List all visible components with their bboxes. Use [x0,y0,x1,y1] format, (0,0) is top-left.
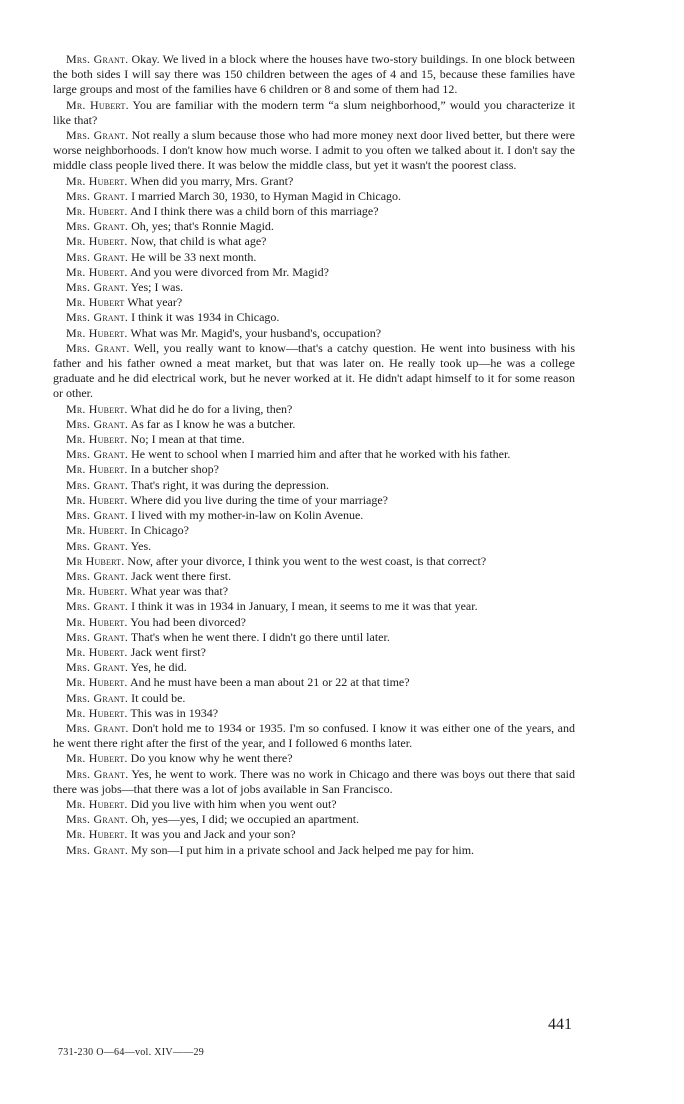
transcript-paragraph [53,539,575,554]
transcript-paragraph [53,462,575,477]
speech-text: Well, you really want to know—that's a catchy question. He went into business with his father and his father owned a meat market, but that was later on. He really took up—he was a college graduate and he did electrical work, but he never worked at it. He didn't adapt himself to it for some reason or other. [53,340,575,401]
speech-text: Did you live with him when you went out? [130,796,337,811]
speaker-name: Mr. Hubert. [66,675,128,690]
transcript-paragraph [53,630,575,645]
speech-text: Not really a slum because those who had more money next door lived better, but there were worse neighborhoods. I don't know how much worse. I admit to you often we talked about it. I don't say the middle class people lived there. It was below the middle class, but yet it wasn't the poorest class. [53,128,575,173]
speaker-name: Mrs. Grant. [66,188,129,203]
speaker-name: Mrs. Grant. [66,766,129,781]
speech-text: Oh, yes—yes, I did; we occupied an apartment. [131,812,360,827]
transcript-paragraph [53,508,575,523]
speaker-name: Mrs. Grant. [66,842,129,857]
speaker-name: Mrs. Grant. [66,447,129,462]
speaker-name: Mr. Hubert [66,295,125,310]
speaker-name: Mrs. Grant. [66,249,129,264]
speech-text: Do you know why he went there? [130,751,293,766]
transcript-paragraph [53,843,575,858]
speech-text: It could be. [131,690,186,705]
speech-text: That's right, it was during the depression. [130,477,330,492]
speech-text: As far as I know he was a butcher. [130,416,296,431]
transcript-paragraph [53,447,575,462]
speaker-name: Mr. Hubert. [66,705,128,720]
speech-text: He went to school when I married him and after that he worked with his father. [131,447,511,462]
speech-text: Now, that child is what age? [130,234,267,249]
transcript-paragraph [53,523,575,538]
speaker-name: Mrs. Grant. [66,416,129,431]
transcript-paragraph [53,706,575,721]
transcript-paragraph [53,599,575,614]
transcript-paragraph [53,615,575,630]
speaker-name: Mrs. Grant. [66,690,129,705]
speaker-name: Mr. Hubert. [66,234,128,249]
speaker-name: Mrs. Grant. [66,720,129,735]
transcript-paragraph [53,310,575,325]
transcript-paragraph [53,250,575,265]
transcript-paragraph [53,691,575,706]
speech-text: Yes, he did. [130,660,187,675]
speech-text: Yes, he went to work. There was no work in Chicago and there was boys out there that said there was jobs—that there was a lot of jobs available in San Francisco. [53,766,575,796]
speaker-name: Mr. Hubert. [66,264,128,279]
transcript-paragraph [53,493,575,508]
transcript-paragraph [53,265,575,280]
transcript-paragraph [53,174,575,189]
transcript-paragraph [53,584,575,599]
speaker-name: Mr. Hubert. [66,523,128,538]
transcript-paragraph [53,675,575,690]
speech-text: You had been divorced? [130,614,246,629]
transcript-paragraph [53,554,575,569]
speaker-name: Mrs. Grant. [66,219,129,234]
speaker-name: Mr. Hubert. [66,614,128,629]
speaker-name: Mrs. Grant. [66,629,129,644]
transcript-paragraph [53,98,575,128]
speaker-name: Mr Hubert. [66,553,125,568]
page-number: 441 [548,1016,572,1033]
speaker-name: Mrs. Grant. [66,128,129,143]
transcript-body [53,52,575,858]
speaker-name: Mrs. Grant. [66,599,129,614]
speech-text: I lived with my mother-in-law on Kolin Avenue. [131,508,364,523]
speech-text: He will be 33 next month. [131,249,257,264]
speech-text: You are familiar with the modern term “a slum neighborhood,” would you characterize it like that? [53,97,575,127]
speech-text: What year was that? [130,584,229,599]
speaker-name: Mrs. Grant. [66,660,129,675]
speech-text: Jack went there first. [131,568,232,583]
transcript-paragraph [53,797,575,812]
transcript-paragraph [53,660,575,675]
transcript-paragraph [53,219,575,234]
transcript-paragraph [53,402,575,417]
speaker-name: Mr. Hubert. [66,796,128,811]
speech-text: What was Mr. Magid's, your husband's, occupation? [130,325,382,340]
speech-text: Now, after your divorce, I think you went to the west coast, is that correct? [127,553,487,568]
speaker-name: Mr. Hubert. [66,401,128,416]
speaker-name: Mr. Hubert. [66,325,128,340]
transcript-paragraph [53,767,575,797]
speaker-name: Mr. Hubert. [66,204,128,219]
speech-text: Yes; I was. [130,280,184,295]
speech-text: And I think there was a child born of this marriage? [129,204,379,219]
speech-text: It was you and Jack and your son? [130,827,296,842]
speaker-name: Mrs. Grant. [66,538,129,553]
transcript-paragraph [53,751,575,766]
speaker-name: Mrs. Grant. [66,280,129,295]
transcript-paragraph [53,812,575,827]
speaker-name: Mrs. Grant. [66,508,129,523]
speaker-name: Mr. Hubert. [66,751,128,766]
transcript-paragraph [53,204,575,219]
transcript-paragraph [53,234,575,249]
speech-text: This was in 1934? [130,705,219,720]
speech-text: Jack went first? [130,644,206,659]
transcript-paragraph [53,827,575,842]
speaker-name: Mr. Hubert. [66,584,128,599]
transcript-paragraph [53,280,575,295]
speech-text: What did he do for a living, then? [130,401,293,416]
transcript-paragraph [53,326,575,341]
speaker-name: Mr. Hubert. [66,644,128,659]
transcript-paragraph [53,341,575,402]
transcript-paragraph [53,189,575,204]
speech-text: In a butcher shop? [130,462,219,477]
print-code: 731-230 O—64—vol. XIV——29 [58,1047,205,1058]
speaker-name: Mrs. Grant. [66,477,129,492]
speech-text: Where did you live during the time of your marriage? [130,492,388,507]
transcript-paragraph [53,128,575,174]
speech-text: Okay. We lived in a block where the houses have two-story buildings. In one block between the both sides I will say there was 150 children between the ages of 4 and 15, because these families have large groups and most of the families have 6 children or 8 and some of them had 12. [53,52,575,97]
transcript-paragraph [53,417,575,432]
speaker-name: Mr. Hubert. [66,173,128,188]
transcript-paragraph [53,295,575,310]
speech-text: Oh, yes; that's Ronnie Magid. [131,219,274,234]
transcript-paragraph [53,432,575,447]
speech-text: Don't hold me to 1934 or 1935. I'm so confused. I know it was either one of the years, and he went there right after the first of the year, and I followed 6 months later. [53,720,575,751]
transcript-paragraph [53,645,575,660]
speech-text: When did you marry, Mrs. Grant? [130,173,294,188]
speech-text: I think it was in 1934 in January, I mean, it seems to me it was that year. [131,599,478,614]
speaker-name: Mr. Hubert. [66,492,128,507]
speech-text: That's when he went there. I didn't go there until later. [130,629,390,644]
speaker-name: Mr. Hubert. [66,432,128,447]
speech-text: And he must have been a man about 21 or 22 at that time? [129,675,410,690]
speaker-name: Mrs. Grant. [66,568,129,583]
speaker-name: Mrs. Grant. [66,52,129,66]
speech-text: I think it was 1934 in Chicago. [131,310,280,325]
speech-text: I married March 30, 1930, to Hyman Magid in Chicago. [131,188,402,203]
transcript-paragraph [53,721,575,751]
speaker-name: Mr. Hubert. [66,827,128,842]
speaker-name: Mr. Hubert. [66,462,128,477]
speech-text: No; I mean at that time. [130,432,245,447]
transcript-paragraph [53,52,575,98]
speaker-name: Mrs. Grant. [66,340,130,355]
speaker-name: Mrs. Grant. [66,310,129,325]
speech-text: What year? [127,295,183,310]
speech-text: My son—I put him in a private school and Jack helped me pay for him. [131,842,475,857]
speech-text: And you were divorced from Mr. Magid? [129,264,329,279]
transcript-paragraph [53,569,575,584]
transcript-paragraph [53,478,575,493]
speech-text: Yes. [130,538,152,553]
speech-text: In Chicago? [130,523,189,538]
speaker-name: Mr. Hubert. [66,97,129,112]
speaker-name: Mrs. Grant. [66,812,129,827]
